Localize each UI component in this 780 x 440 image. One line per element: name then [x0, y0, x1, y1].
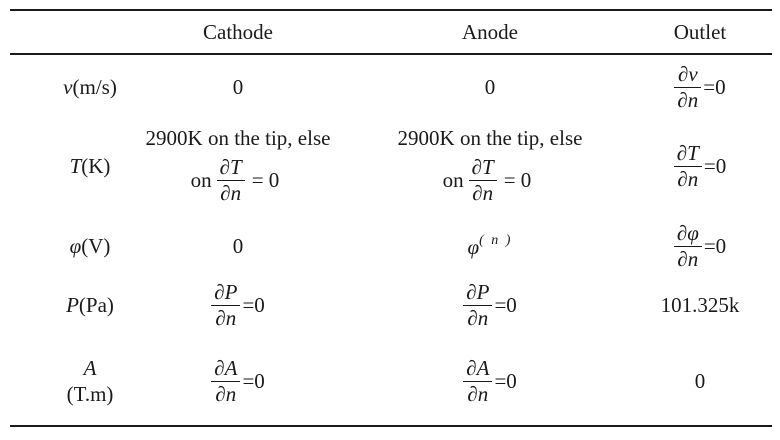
cell-temperature-cathode	[130, 117, 346, 215]
condition-text: 2900K on the tip, else	[397, 126, 583, 150]
cell-velocity-outlet	[630, 61, 770, 112]
frac-numerator: ∂T	[219, 155, 242, 179]
cell-vector-potential-outlet: 0	[694, 368, 706, 393]
frac-numerator: ∂T	[471, 155, 494, 179]
frac-denominator: ∂n	[215, 381, 237, 406]
label-unit: (T.m)	[66, 382, 114, 406]
label-symbol: v	[63, 74, 73, 99]
label-unit: (V)	[81, 233, 111, 258]
cell-potential-anode	[382, 221, 598, 271]
cell-temperature-outlet	[630, 117, 770, 215]
frac-denominator: ∂n	[677, 246, 699, 271]
label-symbol: A	[83, 355, 97, 380]
cell-temperature-anode	[382, 117, 598, 215]
frac-denominator: ∂n	[215, 305, 237, 330]
condition-text: 2900K on the tip, else	[145, 126, 331, 150]
frac-numerator: ∂φ	[676, 220, 699, 245]
condition-prefix: on	[190, 168, 212, 192]
frac-rhs: = 0	[251, 168, 280, 192]
frac-numerator: ∂P	[466, 279, 490, 304]
cell-pressure-outlet: 101.325k	[660, 292, 740, 317]
condition-prefix: on	[442, 168, 464, 192]
header-anode: Anode	[462, 19, 518, 44]
frac-rhs: =0	[703, 74, 726, 99]
header-cathode: Cathode	[203, 19, 273, 44]
frac-numerator: ∂A	[214, 355, 238, 380]
cell-potential-outlet	[630, 221, 770, 271]
frac-numerator: ∂A	[466, 355, 490, 380]
phi-base: φ	[467, 235, 480, 259]
frac-rhs: = 0	[503, 168, 532, 192]
cell-potential-cathode: 0	[232, 233, 244, 258]
cell-velocity-cathode: 0	[232, 74, 244, 99]
label-symbol: P	[66, 292, 79, 317]
cell-velocity-anode: 0	[484, 74, 496, 99]
label-unit: (K)	[81, 153, 111, 178]
phi-superscript: ( n )	[479, 233, 513, 248]
label-unit: (m/s)	[72, 74, 117, 99]
frac-rhs: =0	[242, 368, 265, 393]
table-bottom-rule	[10, 425, 772, 427]
label-symbol: T	[69, 153, 82, 178]
frac-rhs: =0	[703, 233, 727, 258]
frac-rhs: =0	[494, 368, 517, 393]
cell-pressure-anode	[382, 277, 598, 333]
frac-rhs: =0	[494, 292, 517, 317]
frac-rhs: =0	[242, 292, 265, 317]
frac-numerator: ∂v	[677, 61, 698, 86]
header-outlet: Outlet	[673, 19, 727, 44]
frac-numerator: ∂T	[676, 140, 699, 165]
frac-denominator: ∂n	[467, 305, 489, 330]
label-symbol: φ	[69, 233, 82, 258]
frac-denominator: ∂n	[472, 181, 494, 205]
frac-rhs: =0	[703, 153, 727, 178]
label-unit: (Pa)	[78, 292, 114, 317]
cell-vector-potential-cathode	[130, 341, 346, 421]
frac-denominator: ∂n	[467, 381, 489, 406]
boundary-conditions-table	[10, 9, 772, 427]
frac-denominator: ∂n	[220, 181, 242, 205]
frac-denominator: ∂n	[677, 87, 699, 112]
cell-vector-potential-anode	[382, 341, 598, 421]
frac-denominator: ∂n	[677, 166, 699, 191]
frac-numerator: ∂P	[214, 279, 238, 304]
cell-pressure-cathode	[130, 277, 346, 333]
